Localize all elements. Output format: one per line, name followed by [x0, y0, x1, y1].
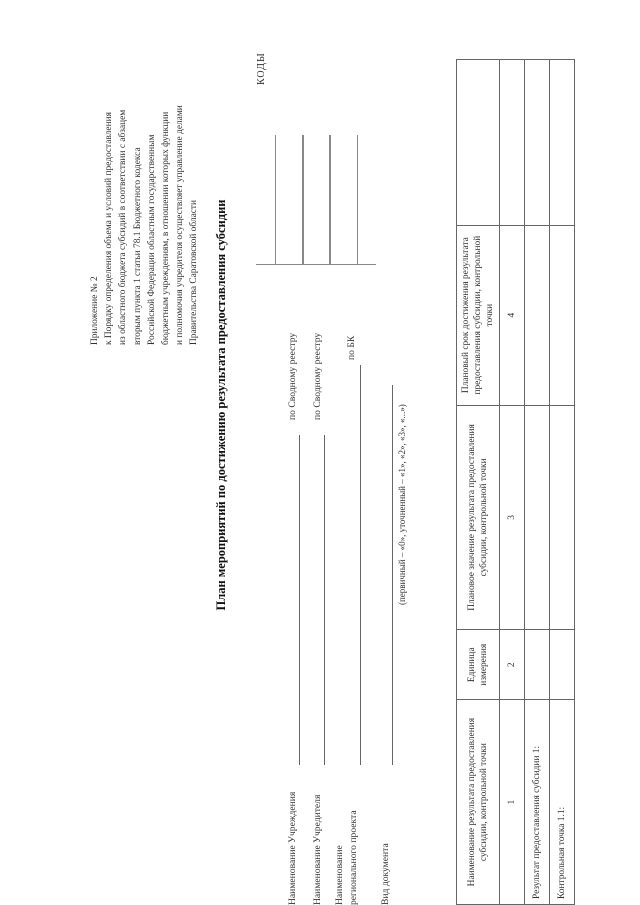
project-label-line1: Наименование	[334, 845, 345, 905]
table-header-row	[457, 60, 500, 905]
col-header-planned-value: Плановое значение результата предоставления субсидии, контрольной точки	[457, 405, 500, 630]
doc-type-note: (первичный – «0», уточненный – «1», «2», «3», «...»)	[397, 404, 407, 605]
institution-label: Наименование Учреждения	[287, 791, 298, 905]
appendix-line: Российской Федерации областным государственным	[146, 134, 157, 345]
page-title: План мероприятий по достижению результата предоставления субсидии	[214, 199, 228, 611]
code-cell-project	[329, 135, 358, 265]
appendix-line: Приложение № 2	[90, 276, 100, 345]
appendix-line: бюджетным учреждениям, в отношении которых функции	[161, 111, 172, 345]
appendix-line: и полномочия учредителя осуществляет управление делами	[175, 105, 186, 345]
project-bk-label: по БК	[346, 335, 357, 360]
table-cell	[550, 60, 575, 226]
col-number-empty	[500, 60, 525, 226]
col-header-result: Наименование результата предоставления субсидии, контрольной точки	[457, 700, 500, 905]
plan-table	[456, 59, 575, 905]
doc-type-field-line	[392, 385, 393, 765]
project-label-line2: регионального проекта	[348, 810, 359, 905]
project-field-line	[360, 365, 361, 765]
founder-row	[312, 265, 328, 905]
col-number: 4	[500, 225, 525, 405]
table-cell	[525, 60, 550, 226]
founder-registry-label: по Сводному реестру	[312, 332, 323, 420]
col-number: 1	[500, 700, 525, 905]
code-cell-founder	[302, 135, 331, 265]
doc-type-row	[380, 265, 396, 905]
table-cell	[525, 630, 550, 700]
codes-header: КОДЫ	[256, 52, 267, 85]
table-number-row	[500, 60, 525, 905]
row-label-checkpoint: Контрольная точка 1.1:	[550, 700, 575, 905]
table-cell	[550, 225, 575, 405]
institution-registry-label: по Сводному реестру	[287, 332, 298, 420]
appendix-line: Правительства Саратовской области	[189, 199, 200, 345]
project-row	[334, 265, 364, 905]
appendix-text	[88, 5, 202, 345]
table-cell	[525, 225, 550, 405]
appendix-line: вторым пункта 1 статьи 78.1 Бюджетного кодекса	[132, 147, 143, 345]
table-cell	[550, 405, 575, 630]
col-number: 3	[500, 405, 525, 630]
institution-row	[287, 265, 303, 905]
col-header-unit: Единица измерения	[457, 630, 500, 700]
table-cell	[550, 630, 575, 700]
row-label-result: Результат предоставления субсидии 1:	[525, 700, 550, 905]
table-cell	[525, 405, 550, 630]
col-header-extra	[457, 60, 500, 226]
doc-type-label: Вид документа	[380, 843, 391, 905]
appendix-line: к Порядку определения объема и условий предоставления	[104, 112, 115, 345]
appendix-block	[0, 0, 210, 905]
table-row	[525, 60, 550, 905]
table-row	[550, 60, 575, 905]
col-header-planned-date: Плановый срок достижения результата предоставления субсидии, контрольной точки	[457, 225, 500, 405]
founder-label: Наименование Учредителя	[312, 794, 323, 905]
col-number: 2	[500, 630, 525, 700]
appendix-line: из областного бюджета субсидий в соответствии с абзацем	[118, 109, 129, 345]
institution-field-line	[299, 435, 300, 765]
code-cell-institution	[275, 135, 304, 265]
founder-field-line	[324, 435, 325, 765]
